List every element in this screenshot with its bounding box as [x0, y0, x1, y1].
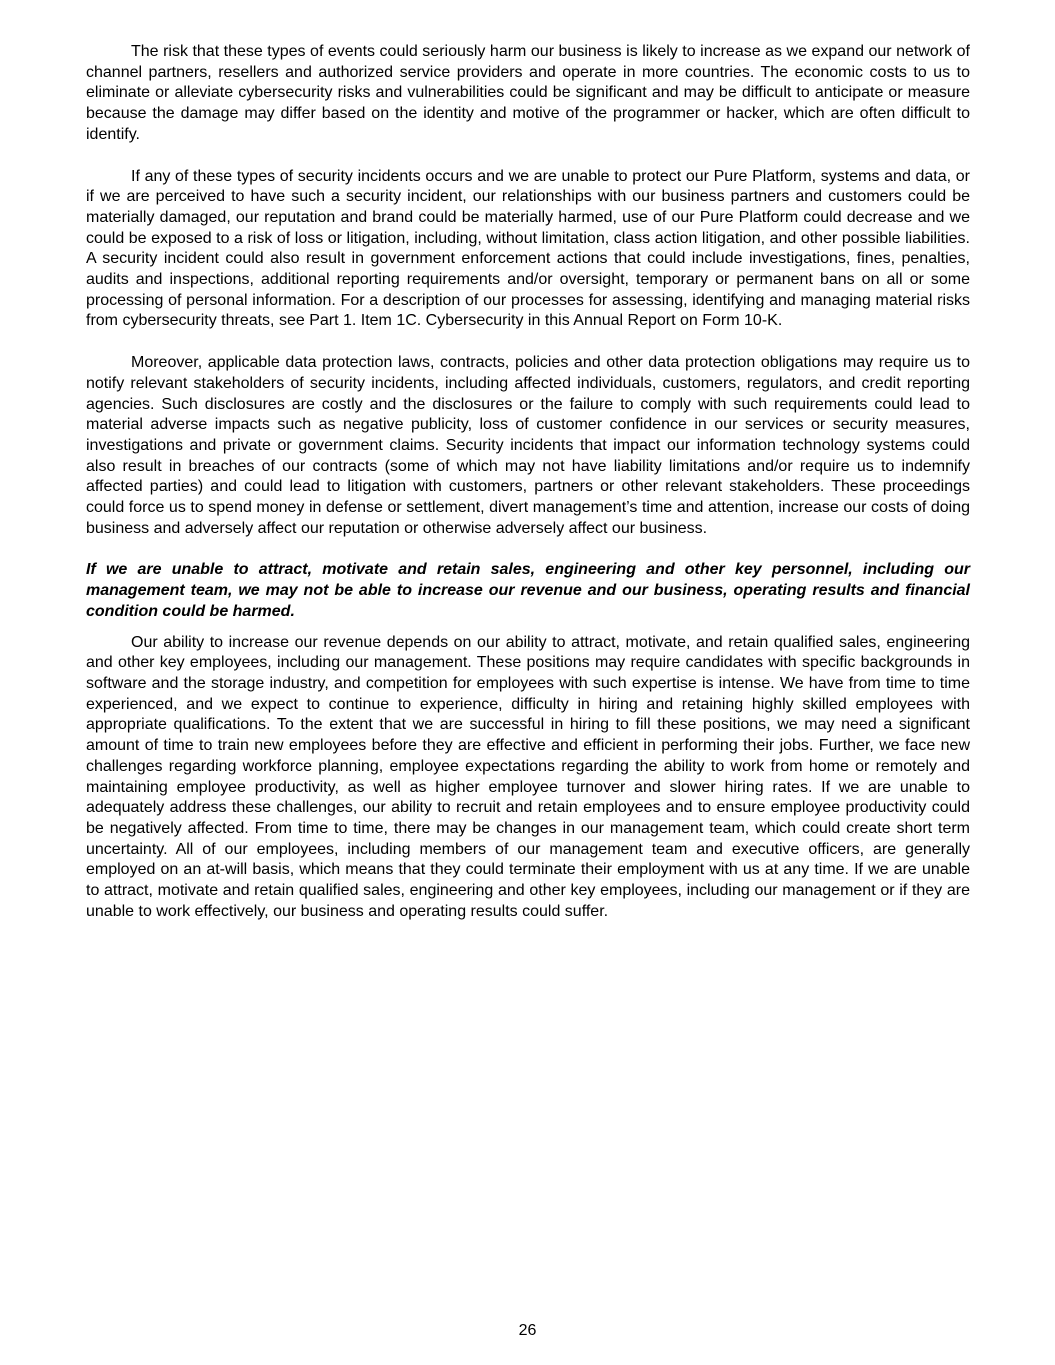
- paragraph-key-personnel: Our ability to increase our revenue depends on our ability to attract, motivate, and retain qualified sales, engineering and other key employees, including our management. These positions may require candidates with specific backgrounds in software and the storage industry, and competition for employees with such expertise is intense. We have from time to time experienced, and we expect to continue to experience, difficulty in hiring and retaining highly skilled employees with appropriate qualifications. To the extent that we are successful in hiring to fill these positions, we may need a significant amount of time to train new employees before they are effective and efficient in performing their jobs. Further, we face new challenges regarding workforce planning, employee expectations regarding the ability to work from home or remotely and maintaining employee productivity, as well as higher employee turnover and slower hiring rates. If we are unable to adequately address these challenges, our ability to recruit and retain employees and to ensure employee productivity could be negatively affected. From time to time, there may be changes in our management team, which could create short term uncertainty. All of our employees, including members of our management team and executive officers, are generally employed on an at-will basis, which means that they could terminate their employment with us at any time. If we are unable to attract, motivate and retain qualified sales, engineering and other key employees, including our management or if they are unable to work effectively, our business and operating results could suffer.: [86, 633, 970, 920]
- page-number: 26: [518, 1322, 537, 1339]
- paragraph-data-protection: Moreover, applicable data protection laws, contracts, policies and other data protection obligations may require us to notify relevant stakeholders of security incidents, including affected individuals, customers, regulators, and credit reporting agencies. Such disclosures are costly and the disclosures or the failure to comply with such requirements could lead to material adverse impacts such as negative publicity, loss of customer confidence in our services or security measures, investigations and private or government claims. Security incidents that impact our information technology systems could also result in breaches of our contracts (some of which may not have liability limitations and/or require us to indemnify affected parties) and could lead to litigation with customers, partners or other relevant stakeholders. These proceedings could force us to spend money in defense or settlement, divert management’s time and attention, increase our costs of doing business and adversely affect our reputation or otherwise adversely affect our business.: [86, 354, 970, 537]
- paragraph-security-incidents: If any of these types of security incidents occurs and we are unable to protect our Pure Platform, systems and data, or if we are perceived to have such a security incident, our relationships with our business partners and customers could be materially damaged, our reputation and brand could be materially harmed, use of our Pure Platform could decrease and we could be exposed to a risk of loss or litigation, including, without limitation, class action litigation, and other possible liabilities. A security incident could also result in government enforcement actions that could include investigations, fines, penalties, audits and inspections, additional reporting requirements and/or oversight, temporary or permanent bans on all or some processing of personal information. For a description of our processes for assessing, identifying and managing material risks from cybersecurity threats, see Part 1. Item 1C. Cybersecurity in this Annual Report on Form 10-K.: [86, 167, 970, 330]
- paragraph-cybersecurity-costs: The risk that these types of events could seriously harm our business is likely to increase as we expand our network of channel partners, resellers and authorized service providers and operate in more countries. The economic costs to us to eliminate or alleviate cybersecurity risks and vulnerabilities could be significant and may be difficult to anticipate or measure because the damage may differ based on the identity and motive of the programmer or hacker, which are often difficult to identify.: [86, 43, 970, 143]
- document-body: [86, 42, 970, 922]
- risk-factor-heading: If we are unable to attract, motivate and retain sales, engineering and other key personnel, including our management team, we may not be able to increase our revenue and our business, operating results and financial condition could be harmed.: [86, 561, 970, 620]
